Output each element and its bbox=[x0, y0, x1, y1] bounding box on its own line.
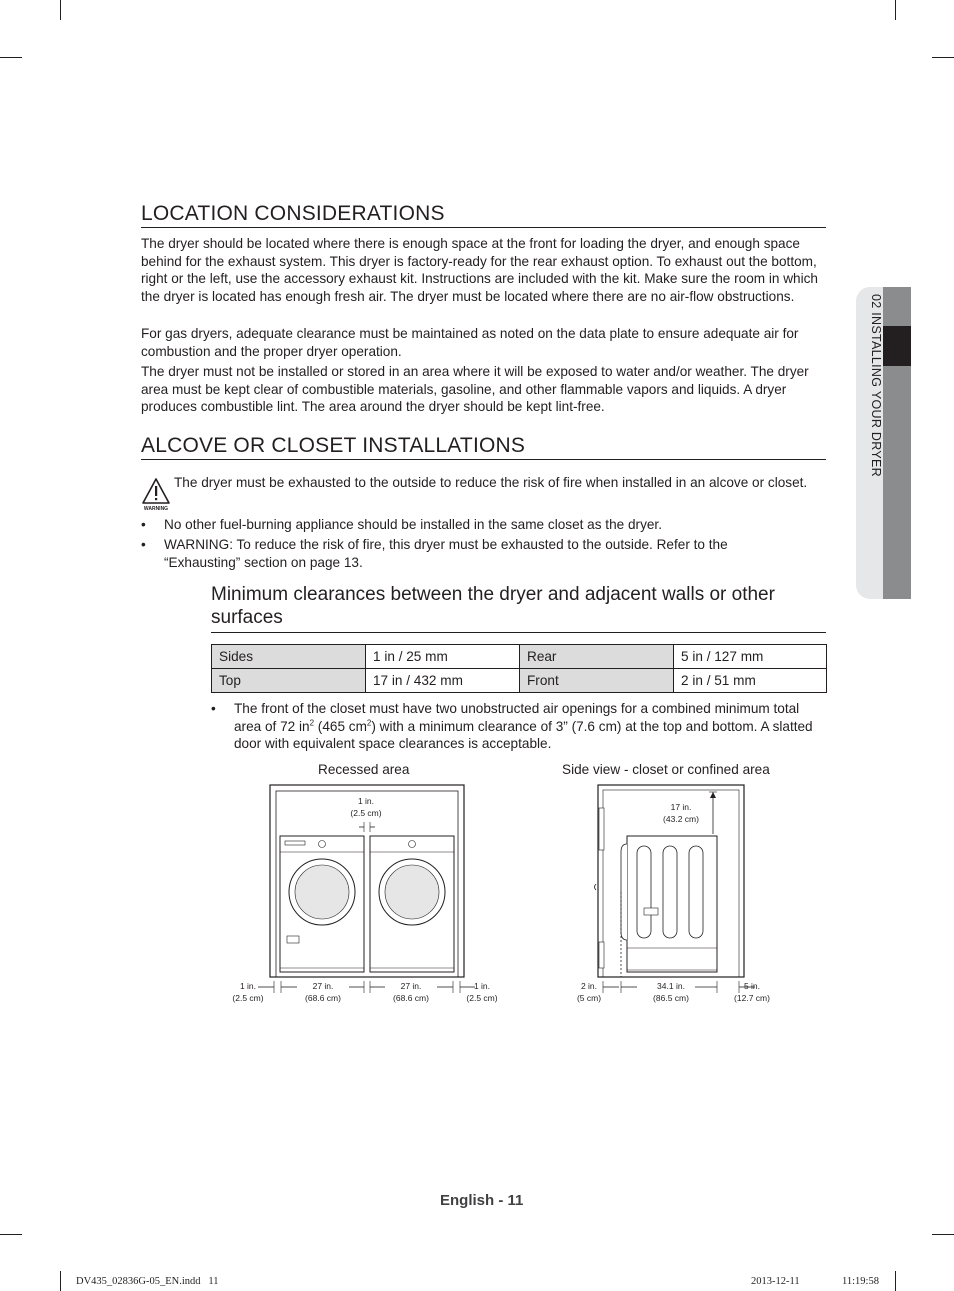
dimension-label: 17 in. bbox=[670, 802, 692, 812]
dimension-label: 1 in. bbox=[239, 981, 257, 991]
chapter-tab-marker bbox=[883, 326, 911, 366]
crop-mark bbox=[60, 1271, 61, 1291]
side-view-diagram bbox=[565, 780, 785, 1010]
crop-mark bbox=[60, 0, 61, 20]
table-cell: Rear bbox=[520, 645, 674, 669]
superscript: 2 bbox=[366, 718, 372, 728]
crop-mark bbox=[895, 1271, 896, 1291]
slug-time: 11:19:58 bbox=[842, 1276, 879, 1287]
crop-mark bbox=[895, 0, 896, 20]
bullet-dot: • bbox=[141, 537, 146, 552]
table-cell: Front bbox=[520, 669, 674, 693]
table-cell: 17 in / 432 mm bbox=[366, 669, 520, 693]
heading-minimum-clearances: Minimum clearances between the dryer and adjacent walls or other surfaces bbox=[211, 583, 826, 633]
dimension-label: (43.2 cm) bbox=[663, 814, 699, 824]
table-cell: Top bbox=[212, 669, 366, 693]
dimension-label: 5 in. bbox=[743, 981, 761, 991]
dimension-label: (68.6 cm) bbox=[305, 993, 341, 1003]
warning-triangle-icon bbox=[141, 477, 171, 513]
page-number: English - 11 bbox=[440, 1192, 524, 1209]
chapter-tab-label: 02 INSTALLING YOUR DRYER bbox=[869, 294, 883, 477]
dimension-label: (2.5 cm) bbox=[350, 808, 382, 818]
dimension-label: 1 in. bbox=[473, 981, 491, 991]
paragraph-location-1: The dryer should be located where there is enough space at the front for loading the dryer, and enough space behind for the exhaust system. This dryer is factory-ready for the rear exhaust option. To exhaust out the bottom, right or the left, use the accessory exhaust kit. Instructions are included with the kit. Make sure the room in which the dryer is located has enough fresh air. The dryer must be located where there are no air-flow obstructions. bbox=[141, 236, 818, 304]
crop-mark bbox=[932, 1234, 954, 1235]
note-text: The front of the closet must have two unobstructed air openings for a combined minimum total area of 72 in bbox=[234, 701, 800, 734]
dimension-label: (5 cm) bbox=[576, 993, 602, 1003]
bullet-text: No other fuel-burning appliance should be installed in the same closet as the dryer. bbox=[164, 517, 662, 532]
dimension-label: (2.5 cm) bbox=[232, 993, 264, 1003]
dryer-side-illustration bbox=[621, 836, 717, 972]
slug-date: 2013-12-11 bbox=[751, 1276, 800, 1287]
table-cell: 5 in / 127 mm bbox=[674, 645, 827, 669]
heading-location-considerations: LOCATION CONSIDERATIONS bbox=[141, 202, 826, 228]
dimension-label: (86.5 cm) bbox=[653, 993, 689, 1003]
note-text: (465 cm bbox=[314, 718, 367, 734]
crop-mark bbox=[932, 57, 954, 58]
dimension-label: 27 in. bbox=[400, 981, 422, 991]
dimension-label: (12.7 cm) bbox=[734, 993, 770, 1003]
crop-mark bbox=[0, 1234, 22, 1235]
dimension-label: 27 in. bbox=[312, 981, 334, 991]
table-row bbox=[212, 645, 827, 669]
paragraph-location-2: For gas dryers, adequate clearance must be maintained as noted on the data plate to ensure adequate air for combustion and the proper dryer operation. bbox=[141, 326, 799, 359]
dryer-illustration bbox=[370, 836, 454, 972]
table-cell: 1 in / 25 mm bbox=[366, 645, 520, 669]
paragraph-location-3: The dryer must not be installed or stored in an area where it will be exposed to water and/or weather. The dryer area must be kept clear of combustible materials, gasoline, and other flammable vapors and liquids. A dryer produces combustible lint. The area around the dryer should be kept lint-free. bbox=[141, 364, 809, 415]
dimension-label: 34.1 in. bbox=[657, 981, 685, 991]
bullet-dot: • bbox=[141, 517, 146, 532]
heading-alcove-installations: ALCOVE OR CLOSET INSTALLATIONS bbox=[141, 434, 826, 460]
table-cell: Sides bbox=[212, 645, 366, 669]
file-slug: DV435_02836G-05_EN.indd 11 bbox=[76, 1276, 219, 1287]
washer-illustration bbox=[280, 836, 364, 972]
caption-side-view: Side view - closet or confined area bbox=[562, 762, 770, 777]
warning-label: WARNING bbox=[143, 506, 169, 512]
clearance-table bbox=[211, 644, 827, 693]
table-cell: 2 in / 51 mm bbox=[674, 669, 827, 693]
dimension-label: 2 in. bbox=[580, 981, 598, 991]
superscript: 2 bbox=[309, 718, 315, 728]
dimension-label: (2.5 cm) bbox=[466, 993, 498, 1003]
bullet-text: WARNING: To reduce the risk of fire, this dryer must be exhausted to the outside. Refer to the “Exhausting” section on page 13. bbox=[164, 537, 728, 570]
bullet-text bbox=[234, 700, 827, 753]
table-row bbox=[212, 669, 827, 693]
warning-text: The dryer must be exhausted to the outside to reduce the risk of fire when installed in an alcove or closet. bbox=[174, 475, 808, 490]
dimension-label: (68.6 cm) bbox=[393, 993, 429, 1003]
note-text: ) with a minimum clearance of 3” (7.6 cm) at the top and bottom. A slatted door with equivalent space clearances is acceptable. bbox=[234, 718, 813, 752]
recessed-area-diagram bbox=[225, 780, 510, 1010]
caption-recessed-area: Recessed area bbox=[318, 762, 410, 777]
crop-mark bbox=[0, 57, 22, 58]
bullet-dot: • bbox=[211, 701, 216, 716]
dimension-label: 1 in. bbox=[357, 796, 375, 806]
